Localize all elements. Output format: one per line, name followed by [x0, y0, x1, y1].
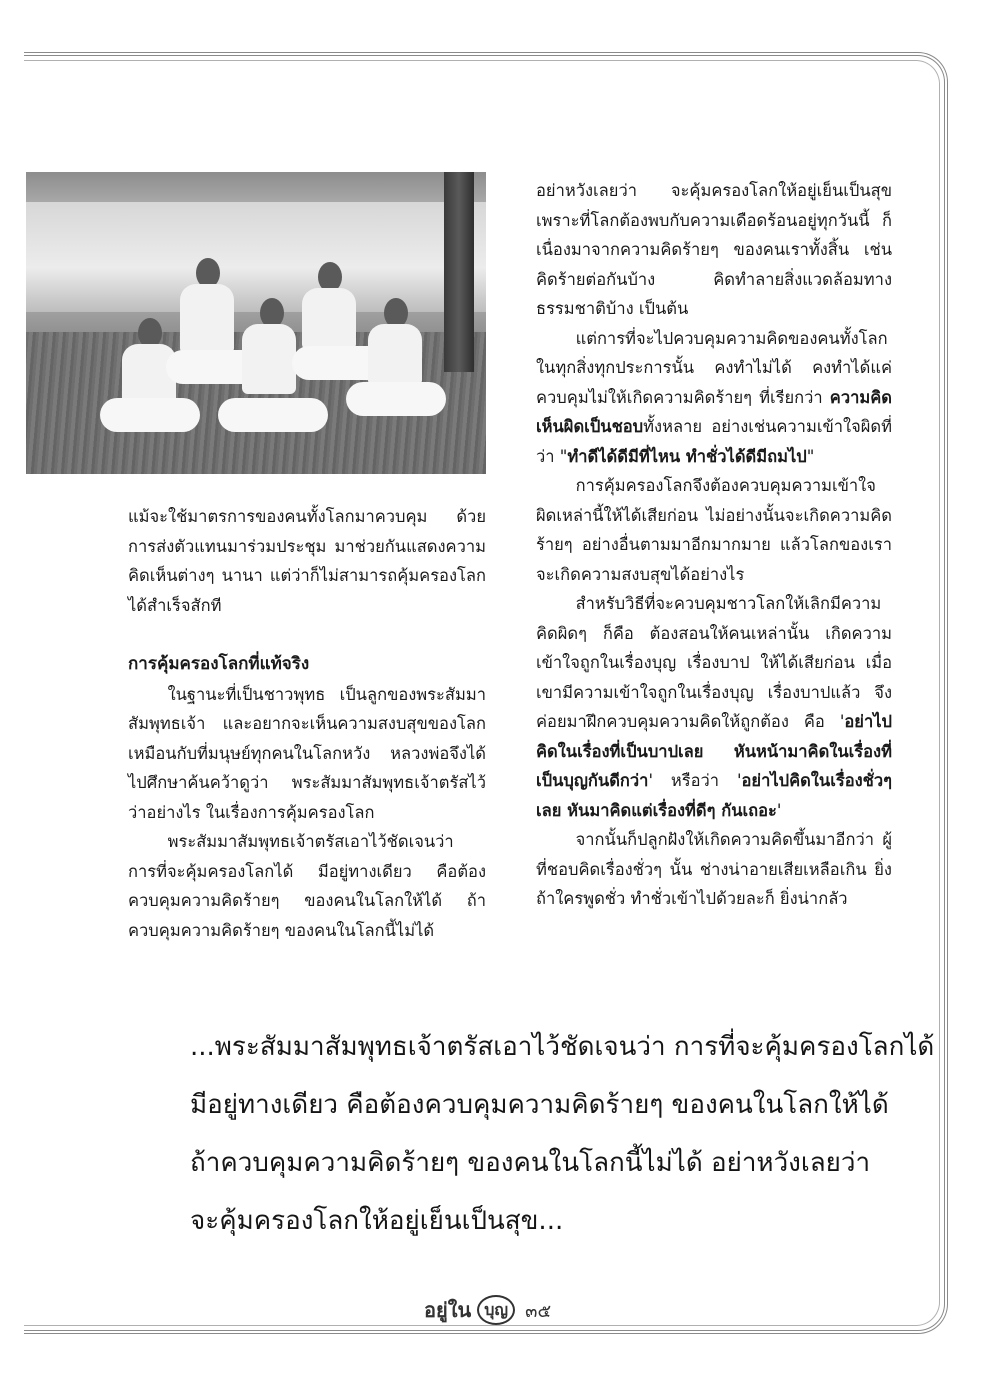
- left-column: [128, 502, 486, 945]
- right-column: [536, 176, 892, 914]
- quote-line: มีอยู่ทางเดียว คือต้องควบคุมความคิดร้ายๆ ของคนในโลกให้ได้: [190, 1090, 889, 1120]
- photo-lake: [26, 202, 486, 312]
- bold-quote: ทำดีได้ดีมีที่ไหน ทำชั่วได้ดีมีถมไป: [567, 446, 807, 466]
- photo-tree-trunk: [444, 172, 474, 372]
- pull-quote: [190, 1018, 935, 1250]
- intro-paragraph: แม้จะใช้มาตรการของคนทั้งโลกมาควบคุม ด้วยการส่งตัวแทนมาร่วมประชุม มาช่วยกันแสดงความคิดเห็นต่างๆ นานา แต่ว่าก็ไม่สามารถคุ้มครองโลกได้สำเร็จสักที: [128, 507, 486, 615]
- paragraph: จากนั้นก็ปลูกฝังให้เกิดความคิดขึ้นมาอีกว่า ผู้ที่ชอบคิดเรื่องชั่วๆ นั้น ช่างน่าอายเสียเหลือเกิน ยิ่งถ้าใครพูดชั่ว ทำชั่วเข้าไปด้วยละก็ ยิ่งน่ากลัว: [536, 830, 892, 908]
- bold-quote: อย่าไปคิดในเรื่องชั่วๆ เลย หันมาคิดแต่เรื่องที่ดีๆ กันเถอะ: [536, 771, 892, 820]
- magazine-logo-text: อยู่ใน: [424, 1298, 472, 1322]
- bold-quote: อย่าไปคิดในเรื่องที่เป็นบาปเลย หันหน้ามาคิดในเรื่องที่เป็นบุญกันดีกว่า: [536, 712, 892, 790]
- quote-line: ...พระสัมมาสัมพุทธเจ้าตรัสเอาไว้ชัดเจนว่า การที่จะคุ้มครองโลกได้: [190, 1032, 935, 1062]
- section-heading: การคุ้มครองโลกที่แท้จริง: [128, 654, 310, 674]
- paragraph: สำหรับวิธีที่จะควบคุมชาวโลกให้เลิกมีความคิดผิดๆ ก็คือ ต้องสอนให้คนเหล่านั้น เกิดความเข้าใจถูกในเรื่องบุญ เรื่องบาป ให้ได้เสียก่อน เมื่อเขามีความเข้าใจถูกในเรื่องบุญ เรื่องบาปแล้ว จึงค่อยมาฝึกควบคุมความคิดให้ถูกต้อง คือ 'อย่าไปคิดในเรื่องที่เป็นบาปเลย หันหน้ามาคิดในเรื่องที่เป็นบุญกันดีกว่า' หรือว่า 'อย่าไปคิดในเรื่องชั่วๆ เลย หันมาคิดแต่เรื่องที่ดีๆ กันเถอะ': [536, 594, 892, 820]
- quote-line: ถ้าควบคุมความคิดร้ายๆ ของคนในโลกนี้ไม่ได้ อย่าหวังเลยว่า: [190, 1148, 871, 1178]
- magazine-logo-circle: บุญ: [477, 1295, 515, 1325]
- page-footer: [424, 1290, 551, 1330]
- page-number: ๓๕: [525, 1300, 552, 1322]
- paragraph: พระสัมมาสัมพุทธเจ้าตรัสเอาไว้ชัดเจนว่า การที่จะคุ้มครองโลกได้ มีอยู่ทางเดียว คือต้องควบคุมความคิดร้ายๆ ของคนในโลกให้ได้ ถ้าควบคุมความคิดร้ายๆ ของคนในโลกนี้ไม่ได้: [128, 832, 486, 940]
- paragraph: อย่าหวังเลยว่า จะคุ้มครองโลกให้อยู่เย็นเป็นสุข เพราะที่โลกต้องพบกับความเดือดร้อนอยู่ทุกวันนี้ ก็เนื่องมาจากความคิดร้ายๆ ของคนเราทั้งสิ้น เช่น คิดร้ายต่อกันบ้าง คิดทำลายสิ่งแวดล้อมทางธรรมชาติบ้าง เป็นต้น: [536, 181, 892, 318]
- meditation-photo: [26, 172, 486, 474]
- paragraph: ในฐานะที่เป็นชาวพุทธ เป็นลูกของพระสัมมาสัมพุทธเจ้า และอยากจะเห็นความสงบสุขของโลก เหมือนกับที่มนุษย์ทุกคนในโลกหวัง หลวงพ่อจึงได้ไปศึกษาค้นคว้าดูว่า พระสัมมาสัมพุทธเจ้าตรัสไว้ว่าอย่างไร ในเรื่องการคุ้มครองโลก: [128, 684, 486, 822]
- bold-term: ความคิดเห็นผิดเป็นชอบ: [536, 387, 892, 436]
- paragraph: การคุ้มครองโลกจึงต้องควบคุมความเข้าใจผิดเหล่านี้ให้ได้เสียก่อน ไม่อย่างนั้นจะเกิดความคิดร้ายๆ อย่างอื่นตามมาอีกมากมาย แล้วโลกของเราจะเกิดความสงบสุขได้อย่างไร: [536, 476, 892, 584]
- quote-line: จะคุ้มครองโลกให้อยู่เย็นเป็นสุข...: [190, 1206, 564, 1236]
- paragraph: แต่การที่จะไปควบคุมความคิดของคนทั้งโลก ในทุกสิ่งทุกประการนั้น คงทำไม่ได้ คงทำได้แค่ควบคุมไม่ให้เกิดความคิดร้ายๆ ที่เรียกว่า ความคิดเห็นผิดเป็นชอบทั้งหลาย อย่างเช่นความเข้าใจผิดที่ว่า "ทำดีได้ดีมีที่ไหน ทำชั่วได้ดีมีถมไป": [536, 328, 892, 466]
